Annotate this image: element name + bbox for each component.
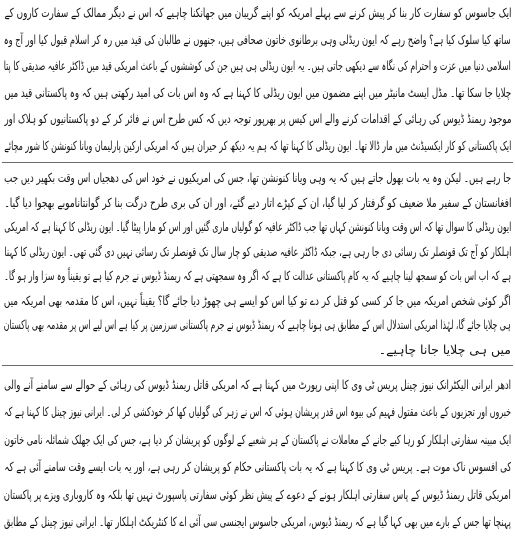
line-text: ایون ریڈلی کا سوال تھا کہ اس وقت ویانا کنونشن کہاں تھا جب ڈاکٹر عافیہ کو گولیاں ماری گئیں اور اس کو مارا پیٹا گیا۔ ایون ریڈلی کا کہنا ہے کہ امریکی xyxy=(4,219,511,235)
line-text: میں ہی چلایا جانا چاہیے۔ xyxy=(378,341,511,357)
line-text: جا رہے ہیں۔ لیکن وہ یہ بات بھول جاتے ہیں کہ یہ وہی ویانا کنونشن تھا، جس کی امریکیوں نے خود اس کی دھجیاں اس وقت بکھیر دیں جب xyxy=(4,170,511,186)
text-line xyxy=(4,106,511,133)
line-text: پہنچا تھا جس کے بارے میں بھی کہا گیا ہے کہ ریمنڈ ڈیوس، امریکی جاسوس ایجنسی سی آئی اے کا کنٹریکٹ اہلکار تھا۔ ایرانی نیوز چینل کے مطابق xyxy=(4,514,511,530)
text-line xyxy=(4,80,511,107)
line-text: ایک جاسوس کو سفارت کار بنا کر پیش کرنے سے پہلے امریکہ کو اپنے گریبان میں جھانکنا چاہیے کہ اس نے دیگر ممالک کے سفارت کاروں کے xyxy=(4,5,511,21)
text-line xyxy=(4,264,511,289)
text-line xyxy=(4,398,511,426)
text-line xyxy=(4,166,511,191)
divider xyxy=(2,365,513,366)
line-text: ہی چلایا جائے گا، لہٰذا امریکی استدلال اس کے مطابق ہی ہونا چاہیے کہ ریمنڈ ڈیوس نے جرم پاکستانی سرزمین پر کیا ہے اس لیے اس پر مقدمہ بھی پاکستان xyxy=(4,317,511,333)
line-text: چلایا جا سکا تھا۔ مڈل ایسٹ مانیٹر میں اپنے مضمون میں ایون ریڈلی کا کہنا ہے کہ وہ اس بات کی امید رکھتی ہیں کہ وہ پاکستانی قید میں xyxy=(4,84,511,100)
paragraph-block xyxy=(4,370,511,535)
text-line xyxy=(4,215,511,240)
line-text: ایک مبینہ سفارتی اہلکار کو رہا کیے جانے کے معاملات نے پاکستان کے ہر شعبے کے لوگوں کو پریشان کر دیا ہے، جس کی ایک جھلک شمائلہ نامی خاتون xyxy=(4,431,511,447)
text-line xyxy=(4,0,511,27)
line-text: ایک پاکستانی کو کار ایکسیڈنٹ میں مار ڈالا تھا۔ ایون ریڈلی کا کہنا تھا کہ ہم یہ دیکھ کر حیران ہیں کہ امریکی ارکین پارلیمان ویانا کنونشن کا شور مچائے xyxy=(4,137,511,153)
text-line xyxy=(4,240,511,265)
line-text: اگر کوئی شخص امریکہ میں جا کر کسی کو قتل کر دے تو کیا اس کو ایسے ہی چھوڑ دیا جائے گا؟ یقیناً نہیں، اس کا مقدمہ بھی امریکہ میں xyxy=(4,292,511,308)
text-line xyxy=(4,27,511,54)
text-line xyxy=(4,191,511,216)
line-text: اسلامی دنیا میں عزت و احترام کی نگاہ سے دیکھی جاتی ہیں۔ یہ ایون ریڈلی ہی ہیں جن کی کوششوں کے باعث امریکی قید میں ڈاکٹر عافیہ صدیقی کا پتا xyxy=(4,58,511,74)
text-line xyxy=(4,133,511,160)
line-text: اہلکار کو آج تک قونصلر تک رسائی دی جا رہی ہے، جبکہ ڈاکٹر عافیہ صدیقی کو چار سال تک قونصلر تک رسائی نہیں دی گئی تھی۔ ایون ریڈلی کا کہنا xyxy=(4,243,511,259)
text-line xyxy=(4,480,511,508)
line-text: کی افسوس ناک موت ہے۔ پریس ٹی وی کا کہنا ہے کہ یہ بات پاکستانی حکام کو پریشان کر رہی ہے، اور یہ بات ایسے وقت سامنے آئی ہے کہ xyxy=(4,459,511,475)
line-text: موجود ریمنڈ ڈیوس کی رہائی کے اقدامات کرنے والے اس کیس پر بھرپور توجہ دیں کہ کس طرح اس نے فائر کر کے دو پاکستانیوں کو ہلاک اور xyxy=(4,111,511,127)
paragraph-block xyxy=(4,0,511,159)
line-text: ہے کہ اب اس بات کو سمجھ لینا چاہیے کہ یہ کام پاکستانی عدالت کا ہے کہ اگر وہ سمجھتی ہے کہ ریمنڈ ڈیوس نے جرم کیا ہے تو یقیناً وہ سزا وار ہو گا۔ xyxy=(4,268,511,284)
text-line xyxy=(4,453,511,481)
divider xyxy=(2,162,513,163)
text-line xyxy=(4,313,511,338)
line-text: افغانستان کے سفیر ملا ضعیف کو گرفتار کر لیا گیا، ان کے کپڑے اتار دیے گئے، اور ان کی بری طرح درگت بنا کر گوانتاناموبے بھجوا دیا گیا۔ xyxy=(4,194,511,210)
text-line xyxy=(4,289,511,314)
text-line xyxy=(4,53,511,80)
text-line xyxy=(4,508,511,536)
line-text: خبروں اور تجزیوں کے باعث مقتول فہیم کی بیوہ اس قدر پریشان ہوئی کہ اس نے زہر کی گولیاں کھا کر خودکشی کر لی۔ ایرانی نیوز چینل کا کہنا ہے کہ xyxy=(4,404,511,420)
line-text: ادھر ایرانی الیکٹرانک نیوز چینل پریس ٹی وی کا اپنی رپورٹ میں کہنا ہے کہ امریکی قاتل ریمنڈ ڈیوس کی رہائی کے حوالے سے سامنے آنے والی xyxy=(4,376,511,392)
line-text: امریکی قاتل ریمنڈ ڈیوس کے پاس سفارتی اہلکار ہونے کے دعوے کے پیش نظر کوئی سفارتی پاسپورٹ نہیں تھا بلکہ وہ کاروباری ویزے پر پاکستان xyxy=(4,486,511,502)
paragraph-block xyxy=(4,166,511,362)
text-line xyxy=(4,338,511,363)
text-line xyxy=(4,425,511,453)
line-text: ساتھ کیا سلوک کیا ہے؟ واضح رہے کہ ایون ریڈلی وہی برطانوی خاتون صحافی ہیں، جنھوں نے طالبان کی قید میں رہ کر اسلام قبول کیا اور آج وہ xyxy=(4,31,511,47)
text-line xyxy=(4,370,511,398)
